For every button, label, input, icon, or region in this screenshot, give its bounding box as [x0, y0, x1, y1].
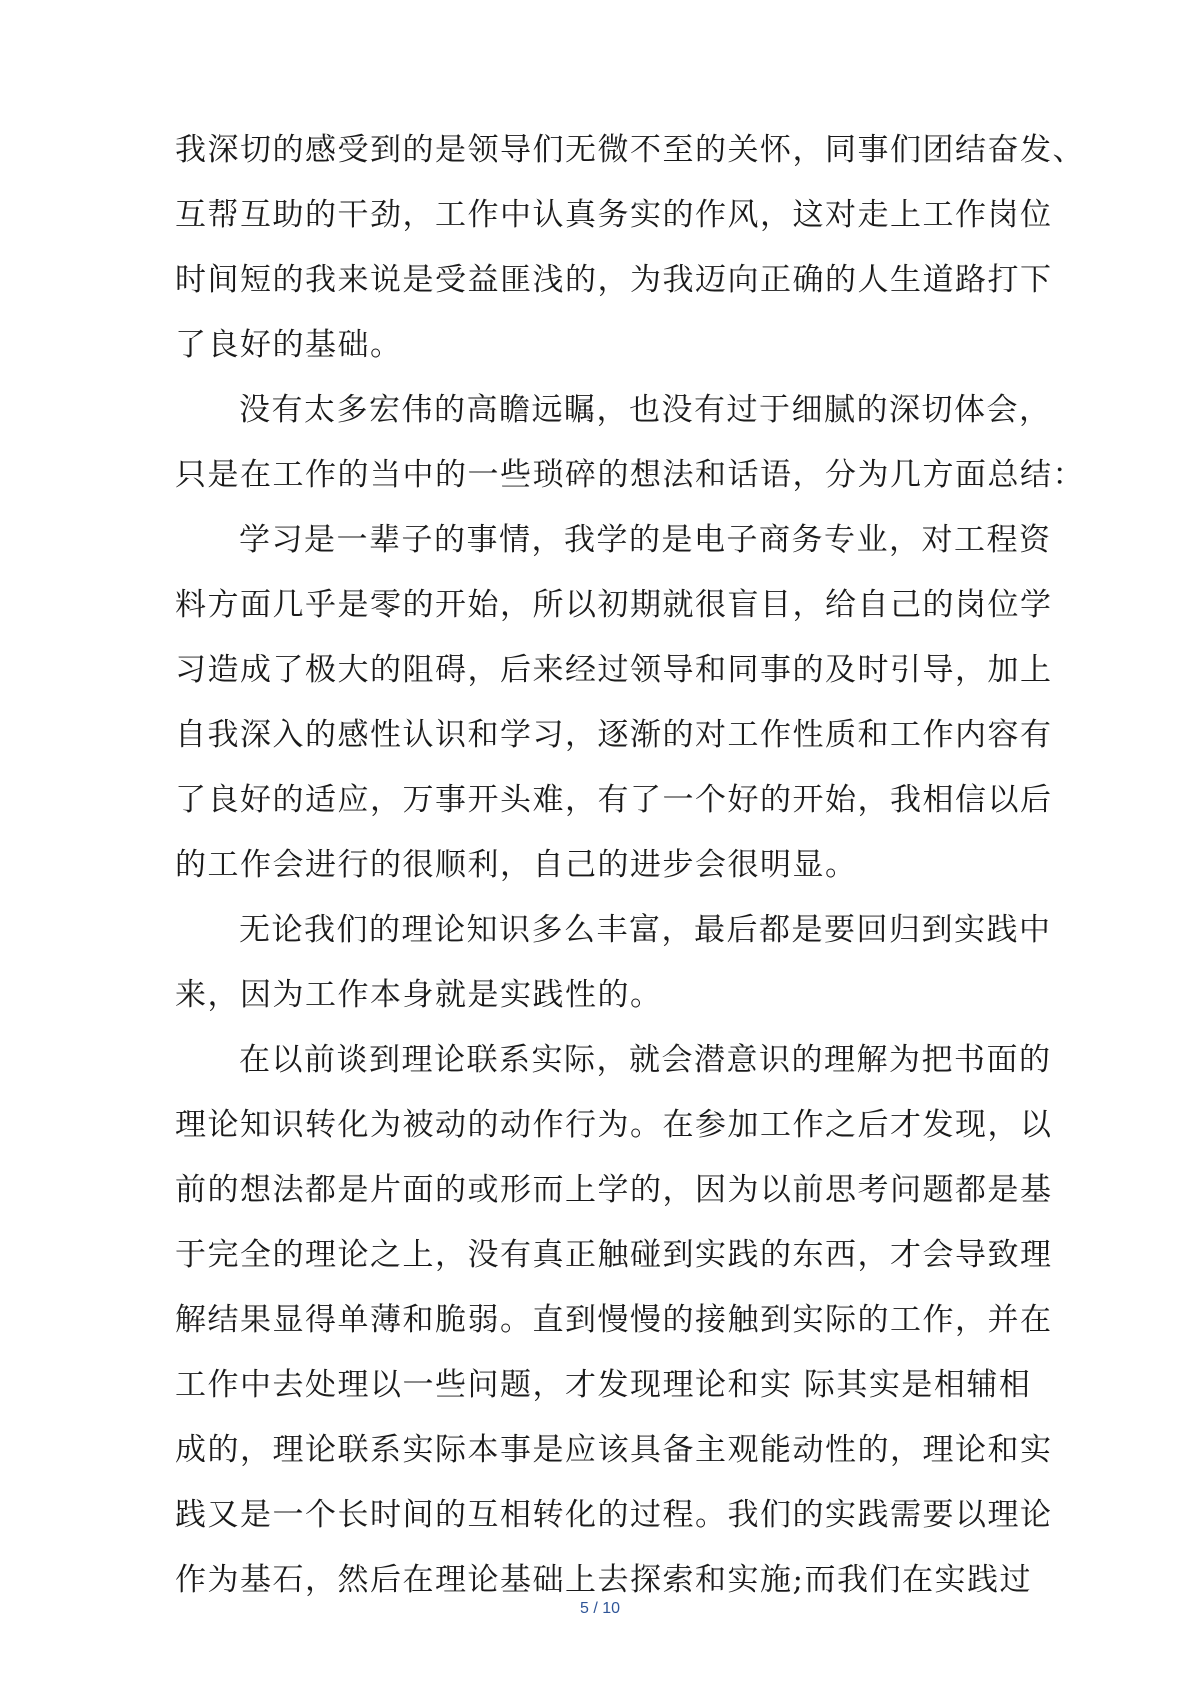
text-line: 时间短的我来说是受益匪浅的，为我迈向正确的人生道路打下	[175, 262, 1053, 298]
text-line: 成的，理论联系实际本事是应该具备主观能动性的，理论和实	[175, 1432, 1053, 1468]
page-number: 5 / 10	[579, 1600, 621, 1617]
text-line: 互帮互助的干劲，工作中认真务实的作风，这对走上工作岗位	[175, 197, 1053, 233]
text-line: 的工作会进行的很顺利，自己的进步会很明显。	[175, 847, 858, 883]
text-line: 理论知识转化为被动的动作行为。在参加工作之后才发现，以	[175, 1107, 1053, 1143]
text-line: 来，因为工作本身就是实践性的。	[175, 977, 663, 1013]
paragraph-start-line: 没有太多宏伟的高瞻远瞩，也没有过于细腻的深切体会，	[239, 392, 1052, 428]
text-line: 解结果显得单薄和脆弱。直到慢慢的接触到实际的工作，并在	[175, 1302, 1053, 1338]
text-line: 只是在工作的当中的一些琐碎的想法和话语，分为几方面总结：	[175, 457, 1085, 493]
text-line: 前的想法都是片面的或形而上学的，因为以前思考问题都是基	[175, 1172, 1053, 1208]
text-line: 了良好的基础。	[175, 327, 403, 363]
text-line: 料方面几乎是零的开始，所以初期就很盲目，给自己的岗位学	[175, 587, 1053, 623]
paragraph-start-line: 无论我们的理论知识多么丰富，最后都是要回归到实践中	[239, 912, 1052, 948]
text-line: 践又是一个长时间的互相转化的过程。我们的实践需要以理论	[175, 1497, 1053, 1533]
body-text	[175, 118, 1085, 1613]
text-line: 自我深入的感性认识和学习，逐渐的对工作性质和工作内容有	[175, 717, 1053, 753]
text-line: 习造成了极大的阻碍，后来经过领导和同事的及时引导，加上	[175, 652, 1053, 688]
paragraph-start-line: 在以前谈到理论联系实际，就会潜意识的理解为把书面的	[239, 1042, 1052, 1078]
text-line: 作为基石，然后在理论基础上去探索和实施;而我们在实践过	[175, 1562, 1032, 1598]
paragraph-start-line: 学习是一辈子的事情，我学的是电子商务专业，对工程资	[239, 522, 1052, 558]
text-line: 工作中去处理以一些问题，才发现理论和实 际其实是相辅相	[175, 1367, 1032, 1403]
text-line: 于完全的理论之上，没有真正触碰到实践的东西，才会导致理	[175, 1237, 1053, 1273]
text-line: 了良好的适应，万事开头难，有了一个好的开始，我相信以后	[175, 782, 1053, 818]
text-line: 我深切的感受到的是领导们无微不至的关怀，同事们团结奋发、	[175, 132, 1085, 168]
